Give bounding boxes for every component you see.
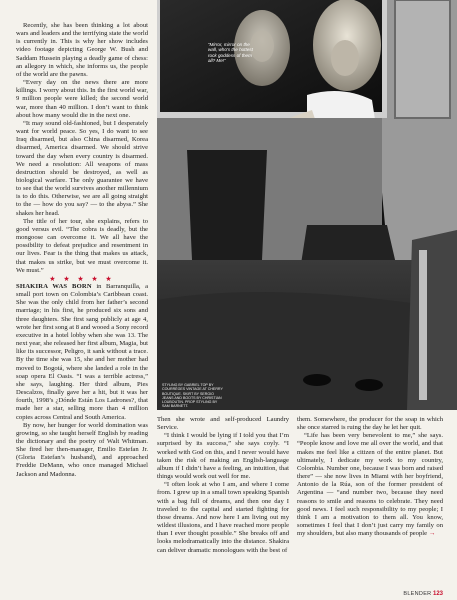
- photo-caption-top: “Mirror, mirror on the wall, who’s the hottest rock goddess of them all? Me!”: [208, 42, 253, 64]
- photo-credit-caption: STYLING BY GABRIEL TOP BY COURRÈGES VINTAGE AT CHERRY BOUTIQUE. SKIRT BY SERGIO JEANS AND BOOTS BY CHRISTIAN LOUBOUTIN. PROP STYLING BY SAM BARNETT.: [162, 383, 223, 409]
- article-column-middle: [157, 416, 289, 590]
- section-lead-paragraph: [16, 283, 148, 422]
- lead-caps: SHAKIRA WAS BORN: [16, 283, 92, 290]
- page-number: 123: [432, 591, 443, 597]
- paragraph: “Every day on the news there are more killings. I worry about this. In the first world war, 9 million people were killed; the second world war, more than 40 million. I don’t want to think about how many would die in the next one.: [16, 79, 148, 119]
- paragraph: Recently, she has been thinking a lot about wars and leaders and the terrifying state the world is currently in. This is why her show includes video footage depicting George W. Bush and Saddam Hussein playing a deadly game of chess: an allegory in which, she informs us, the people of the world are the pawns.: [16, 22, 148, 78]
- paragraph: Then she wrote and self-produced Laundry Service.: [157, 416, 289, 432]
- paragraph: them. Somewhere, the producer for the soap in which she once starred is ruing the day he let her quit.: [297, 416, 443, 432]
- paragraph-text: “Life has been very benevolent to me,” she says. “People know and love me all over the world, and that makes me feel like a citizen of the entire planet. But ultimately, I dedicate my work to my country, Colombia. Number one, because I was born and raised there” — she now lives in Miami with her boyfriend, Antonio de la Rúa, son of the former president of Argentina — “and number two, because they need reasons to smile and reasons to celebrate. They need good news. I feel such responsibility to my people; I think I am a motivation to them all. You know, sometimes I feel that I don’t just carry my family on my shoulders, but also many thousands of people: [297, 432, 443, 538]
- feature-photo: [157, 0, 457, 410]
- lead-text: in Barranquilla, a small port town on Colombia’s Caribbean coast. She was the only child from her father’s second marriage; in his first, he produced six sons and three daughters. She first sang publicly at age 4, wrote her first song at 8 and wooed a Sony record executive in a hotel lobby when she was 13. The next year, she released her first album, Magia, but like its successor, Peligro, it sank without a trace. By the time she was 15, she and her mother had moved to Bogotá, where she landed a role in the soap opera El Oasis. “I was a terrible actress,” she says, laughing. Her third album, Pies Descalzos, finally gave her a hit, but it was her fourth, 1998’s ¿Dónde Están Los Ladrones?, that made her a star, selling more than 4 million copies across Central and South America.: [16, 283, 148, 421]
- paragraph: The title of her tour, she explains, refers to good versus evil. “The cobra is deadly, but the mongoose can overcome it. We all have the possibility to defeat prejudice and resentment in our lives. Fear is the thing that makes us attack, that makes us strike, but we must overcome it. We must.”: [16, 217, 148, 274]
- page-folio: [403, 591, 443, 597]
- paragraph: “It may sound old-fashioned, but I desperately want for world peace. So yes, I do want to see Iraq disarmed, but also China disarmed, Korea disarmed, America disarmed. We should strive toward the day when every country is disarmed. We need a resolution: All weapons of mass destruction should be destroyed, as well as biological warfare. The only guarantee we have to see that the world survives another millennium is to do this. Otherwise, we are all going straight to the — how do you say? — to the abyss.” She shakes her head.: [16, 119, 148, 217]
- paragraph: [297, 432, 443, 538]
- article-column-right: [297, 416, 443, 590]
- magazine-name: BLENDER: [403, 591, 432, 597]
- paragraph: By now, her hunger for world domination was growing, so she taught herself English by reading the dictionary and the poetry of Walt Whitman. She fired her then-manager, Emilio Estefan Jr. (Gloria Estefan’s husband), and approached Freddie DeMann, who once managed Michael Jackson and Madonna.: [16, 421, 148, 478]
- paragraph: “I often look at who I am, and where I come from. I grew up in a small town speaking Spanish with a bag full of dreams, and then one day I traveled to the capital and started fighting for those dreams. And now here I am living out my wildest illusions, and I have reached more people than I ever thought possible.” She breaks off and looks melodramatically into the distance. Shakira can deliver dramatic monologues with the best of: [157, 481, 289, 554]
- shakira-mirror-photo: [157, 0, 457, 410]
- article-column-left: [16, 22, 148, 588]
- section-divider-stars: ★ ★ ★ ★ ★: [49, 274, 115, 283]
- continue-arrow-icon: →: [428, 530, 436, 538]
- paragraph: “I think I would be lying if I told you that I’m surprised by its success,” she says coyly. “I worked with God on this, and I never would have taken the risk of making an English-language album if I didn’t have a feeling, an intuition, that things would work out well for me.: [157, 432, 289, 481]
